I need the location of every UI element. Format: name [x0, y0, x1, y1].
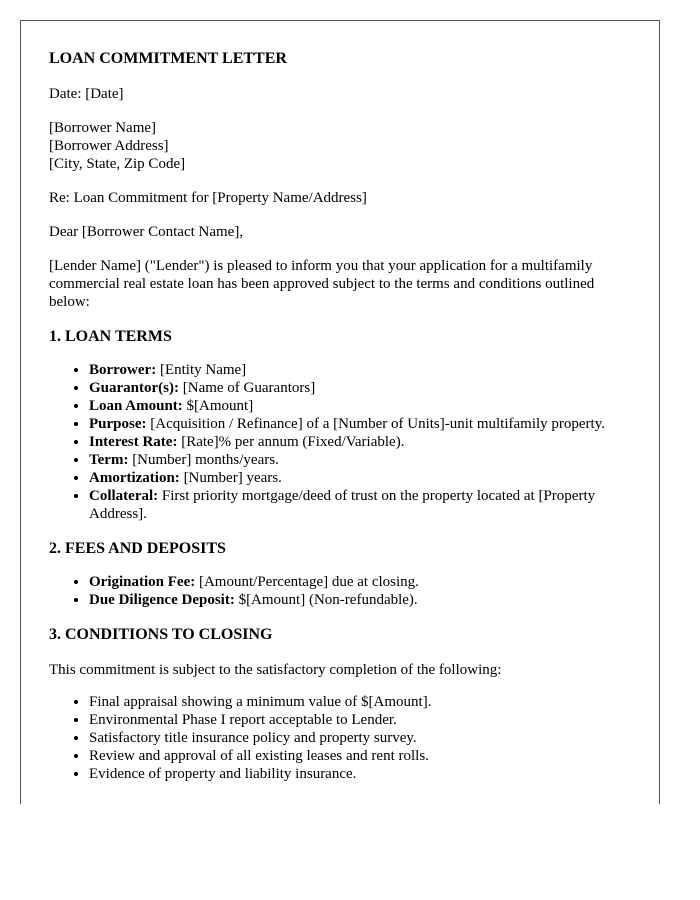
conditions-heading: 3. CONDITIONS TO CLOSING — [49, 626, 273, 643]
term-value: $[Amount] — [182, 398, 254, 414]
document-title: LOAN COMMITMENT LETTER — [49, 50, 287, 67]
document-page — [20, 20, 660, 804]
fee-item — [89, 591, 631, 609]
term-value: [Number] years. — [179, 470, 282, 486]
loan-term-item — [89, 379, 631, 397]
salutation: Dear [Borrower Contact Name], — [49, 224, 244, 240]
condition-item: • Satisfactory title insurance policy and property survey. — [89, 729, 631, 747]
term-label: Amortization: — [89, 470, 180, 486]
term-label: Guarantor(s): — [89, 380, 179, 396]
fee-label: Origination Fee: — [89, 574, 196, 590]
loan-terms-list — [49, 361, 631, 523]
term-label: Borrower: — [89, 362, 157, 378]
fee-value: $[Amount] (Non-refundable). — [234, 592, 418, 608]
term-value: [Rate]% per annum (Fixed/Variable). — [177, 434, 405, 450]
document-body — [21, 21, 659, 783]
fees-heading: 2. FEES AND DEPOSITS — [49, 540, 226, 557]
borrower-address-block — [49, 119, 631, 173]
condition-item: • Environmental Phase I report acceptable to Lender. — [89, 711, 631, 729]
fee-label: Due Diligence Deposit: — [89, 592, 235, 608]
loan-term-item — [89, 433, 631, 451]
intro-paragraph: [Lender Name] ("Lender") is pleased to inform you that your application for a multifamily commercial real estate loan has been approved subject to the terms and conditions outlined below: — [49, 258, 595, 310]
conditions-list — [49, 693, 631, 783]
term-value: [Acquisition / Refinance] of a [Number of Units]-unit multifamily property. — [146, 416, 605, 432]
condition-item: • Review and approval of all existing leases and rent rolls. — [89, 747, 631, 765]
term-label: Purpose: — [89, 416, 147, 432]
term-label: Collateral: — [89, 488, 159, 504]
fee-value: [Amount/Percentage] due at closing. — [195, 574, 419, 590]
term-value: [Entity Name] — [156, 362, 247, 378]
term-value: First priority mortgage/deed of trust on the property located at [Property Address]. — [89, 488, 596, 522]
condition-item: • Evidence of property and liability insurance. — [89, 765, 631, 783]
term-value: [Number] months/years. — [128, 452, 279, 468]
term-label: Loan Amount: — [89, 398, 183, 414]
loan-term-item — [89, 469, 631, 487]
re-line: Re: Loan Commitment for [Property Name/Address] — [49, 190, 367, 206]
loan-term-item — [89, 397, 631, 415]
conditions-intro: This commitment is subject to the satisfactory completion of the following: — [49, 662, 502, 678]
loan-term-item — [89, 487, 631, 523]
term-value: [Name of Guarantors] — [179, 380, 316, 396]
loan-terms-heading: 1. LOAN TERMS — [49, 328, 172, 345]
loan-term-item — [89, 361, 631, 379]
loan-term-item — [89, 451, 631, 469]
fees-list — [49, 573, 631, 609]
term-label: Interest Rate: — [89, 434, 178, 450]
fee-item — [89, 573, 631, 591]
city-state-zip-line: [City, State, Zip Code] — [49, 156, 186, 172]
borrower-address-line: [Borrower Address] — [49, 138, 169, 154]
condition-item: • Final appraisal showing a minimum value of $[Amount]. — [89, 693, 631, 711]
borrower-name-line: [Borrower Name] — [49, 120, 157, 136]
term-label: Term: — [89, 452, 129, 468]
loan-term-item — [89, 415, 631, 433]
date-line: Date: [Date] — [49, 86, 124, 102]
